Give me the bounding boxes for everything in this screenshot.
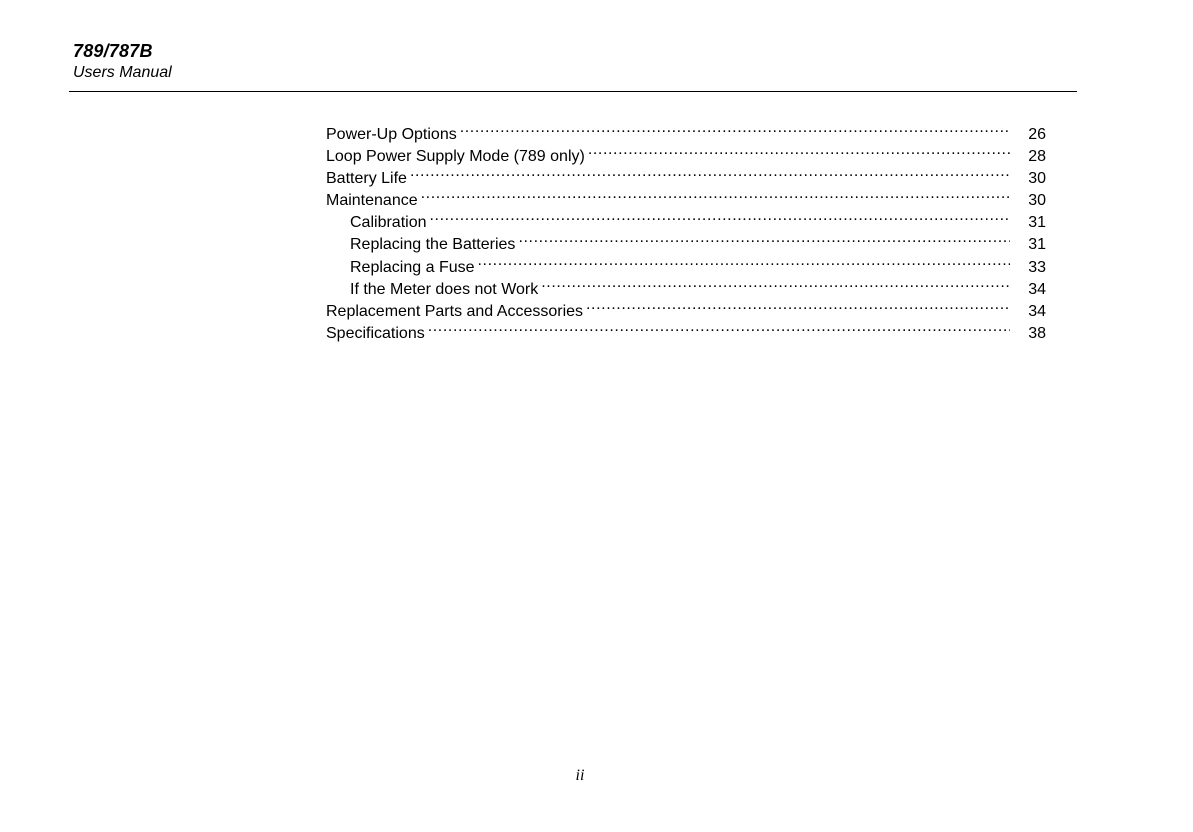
dot-leader [428, 316, 1010, 338]
toc-entry-page: 38 [1028, 324, 1046, 342]
dot-leader [588, 139, 1010, 161]
toc-entry-title: Replacing the Batteries [350, 236, 516, 254]
manual-subtitle: Users Manual [73, 64, 172, 81]
page-number: ii [575, 767, 585, 784]
toc-entry-page: 33 [1028, 258, 1046, 276]
toc-entry-title: Replacing a Fuse [350, 258, 475, 276]
toc-entry-page: 30 [1028, 170, 1046, 188]
toc-entry-calibration [326, 205, 1046, 232]
toc-entry-battery-life [326, 161, 1046, 188]
dot-leader [586, 294, 1010, 316]
toc-entry-page: 31 [1028, 236, 1046, 254]
toc-entry-maintenance [326, 183, 1046, 210]
toc-entry-title: Loop Power Supply Mode (789 only) [326, 148, 585, 166]
dot-leader [460, 117, 1010, 139]
dot-leader [541, 272, 1010, 294]
header-divider [69, 91, 1077, 92]
toc-entry-page: 28 [1028, 148, 1046, 166]
toc-entry-title: Battery Life [326, 170, 407, 188]
toc-entry-title: Replacement Parts and Accessories [326, 302, 584, 320]
toc-entry-title: Maintenance [326, 192, 418, 210]
toc-entry-page: 34 [1028, 302, 1046, 320]
dot-leader [518, 227, 1010, 249]
toc-entry-page: 31 [1028, 214, 1046, 232]
toc-entry-title: If the Meter does not Work [350, 280, 539, 298]
table-of-contents [326, 117, 1046, 342]
dot-leader [478, 250, 1010, 272]
dot-leader [429, 205, 1010, 227]
toc-entry-page: 30 [1028, 192, 1046, 210]
dot-leader [421, 183, 1010, 205]
toc-entry-replacing-batteries [326, 227, 1046, 254]
toc-entry-title: Calibration [350, 214, 427, 232]
toc-entry-page: 34 [1028, 280, 1046, 298]
model-title: 789/787B [73, 41, 153, 61]
toc-entry-page: 26 [1028, 126, 1046, 143]
toc-entry-specifications [326, 316, 1046, 342]
toc-entry-title: Power-Up Options [326, 126, 457, 143]
toc-entry-power-up-options [326, 117, 1046, 143]
dot-leader [410, 161, 1010, 183]
toc-entry-title: Specifications [326, 324, 425, 342]
running-header [73, 40, 172, 84]
